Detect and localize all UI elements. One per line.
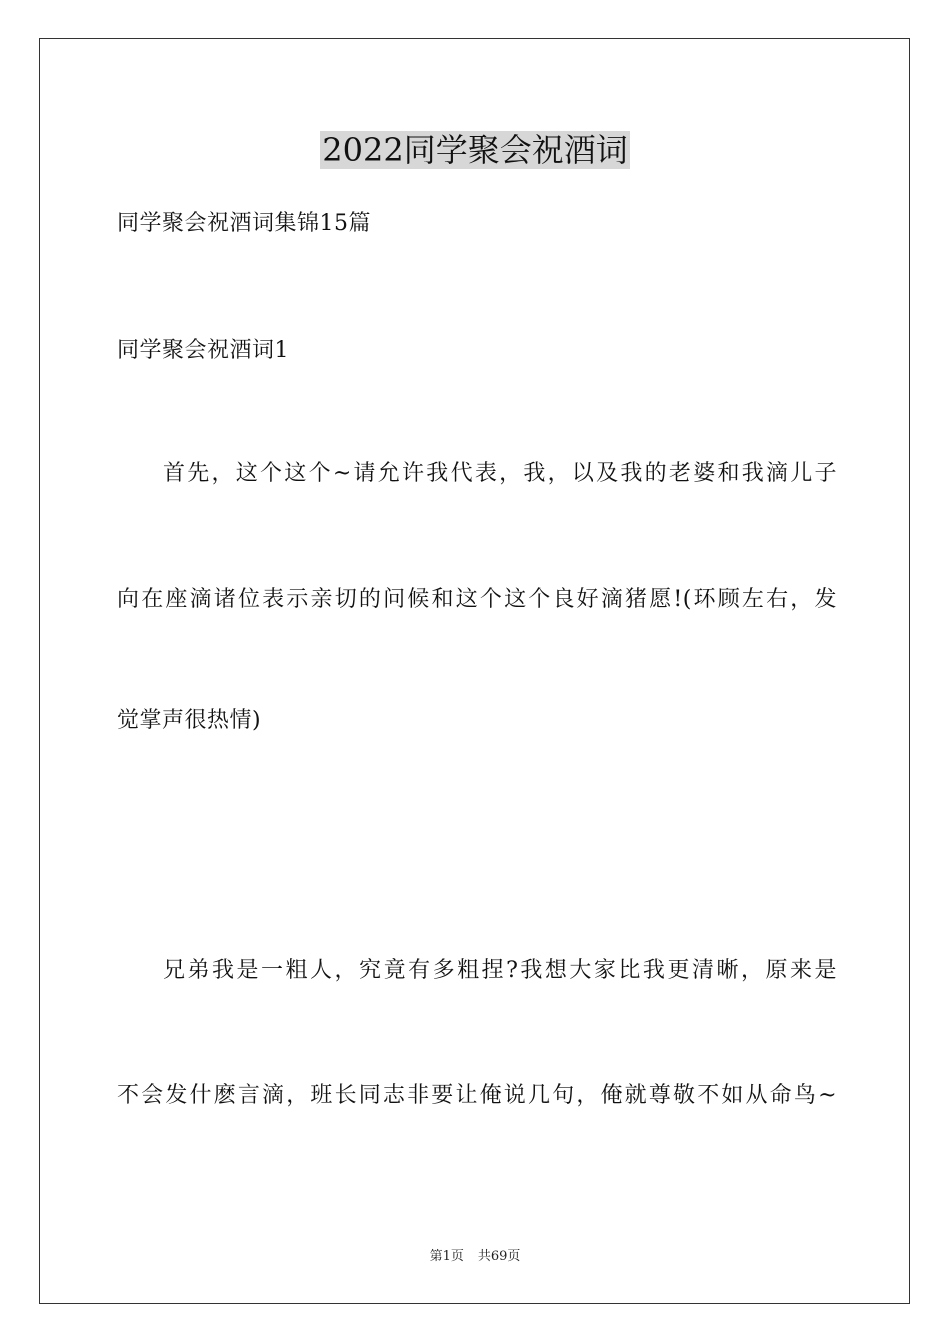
paragraph-1-line-3: 觉掌声很热情) [117, 708, 262, 733]
page-number: 第1页 [429, 1249, 464, 1264]
section-heading: 同学聚会祝酒词1 [117, 338, 289, 363]
document-title [0, 128, 950, 172]
paragraph-1-line-1: 首先，这个这个~请允许我代表，我，以及我的老婆和我滴儿子 [163, 461, 837, 486]
page-footer [0, 1248, 950, 1266]
paragraph-2-line-2: 不会发什麽言滴，班长同志非要让俺说几句，俺就尊敬不如从命鸟~ [117, 1083, 837, 1108]
paragraph-1-line-2: 向在座滴诸位表示亲切的问候和这个这个良好滴猪愿!(环顾左右，发 [117, 587, 837, 612]
page-total: 共69页 [477, 1249, 521, 1264]
paragraph-2-line-1: 兄弟我是一粗人，究竟有多粗捏?我想大家比我更清晰，原来是 [163, 958, 837, 983]
document-title-text: 2022同学聚会祝酒词 [322, 131, 628, 169]
collection-heading: 同学聚会祝酒词集锦15篇 [117, 211, 371, 236]
